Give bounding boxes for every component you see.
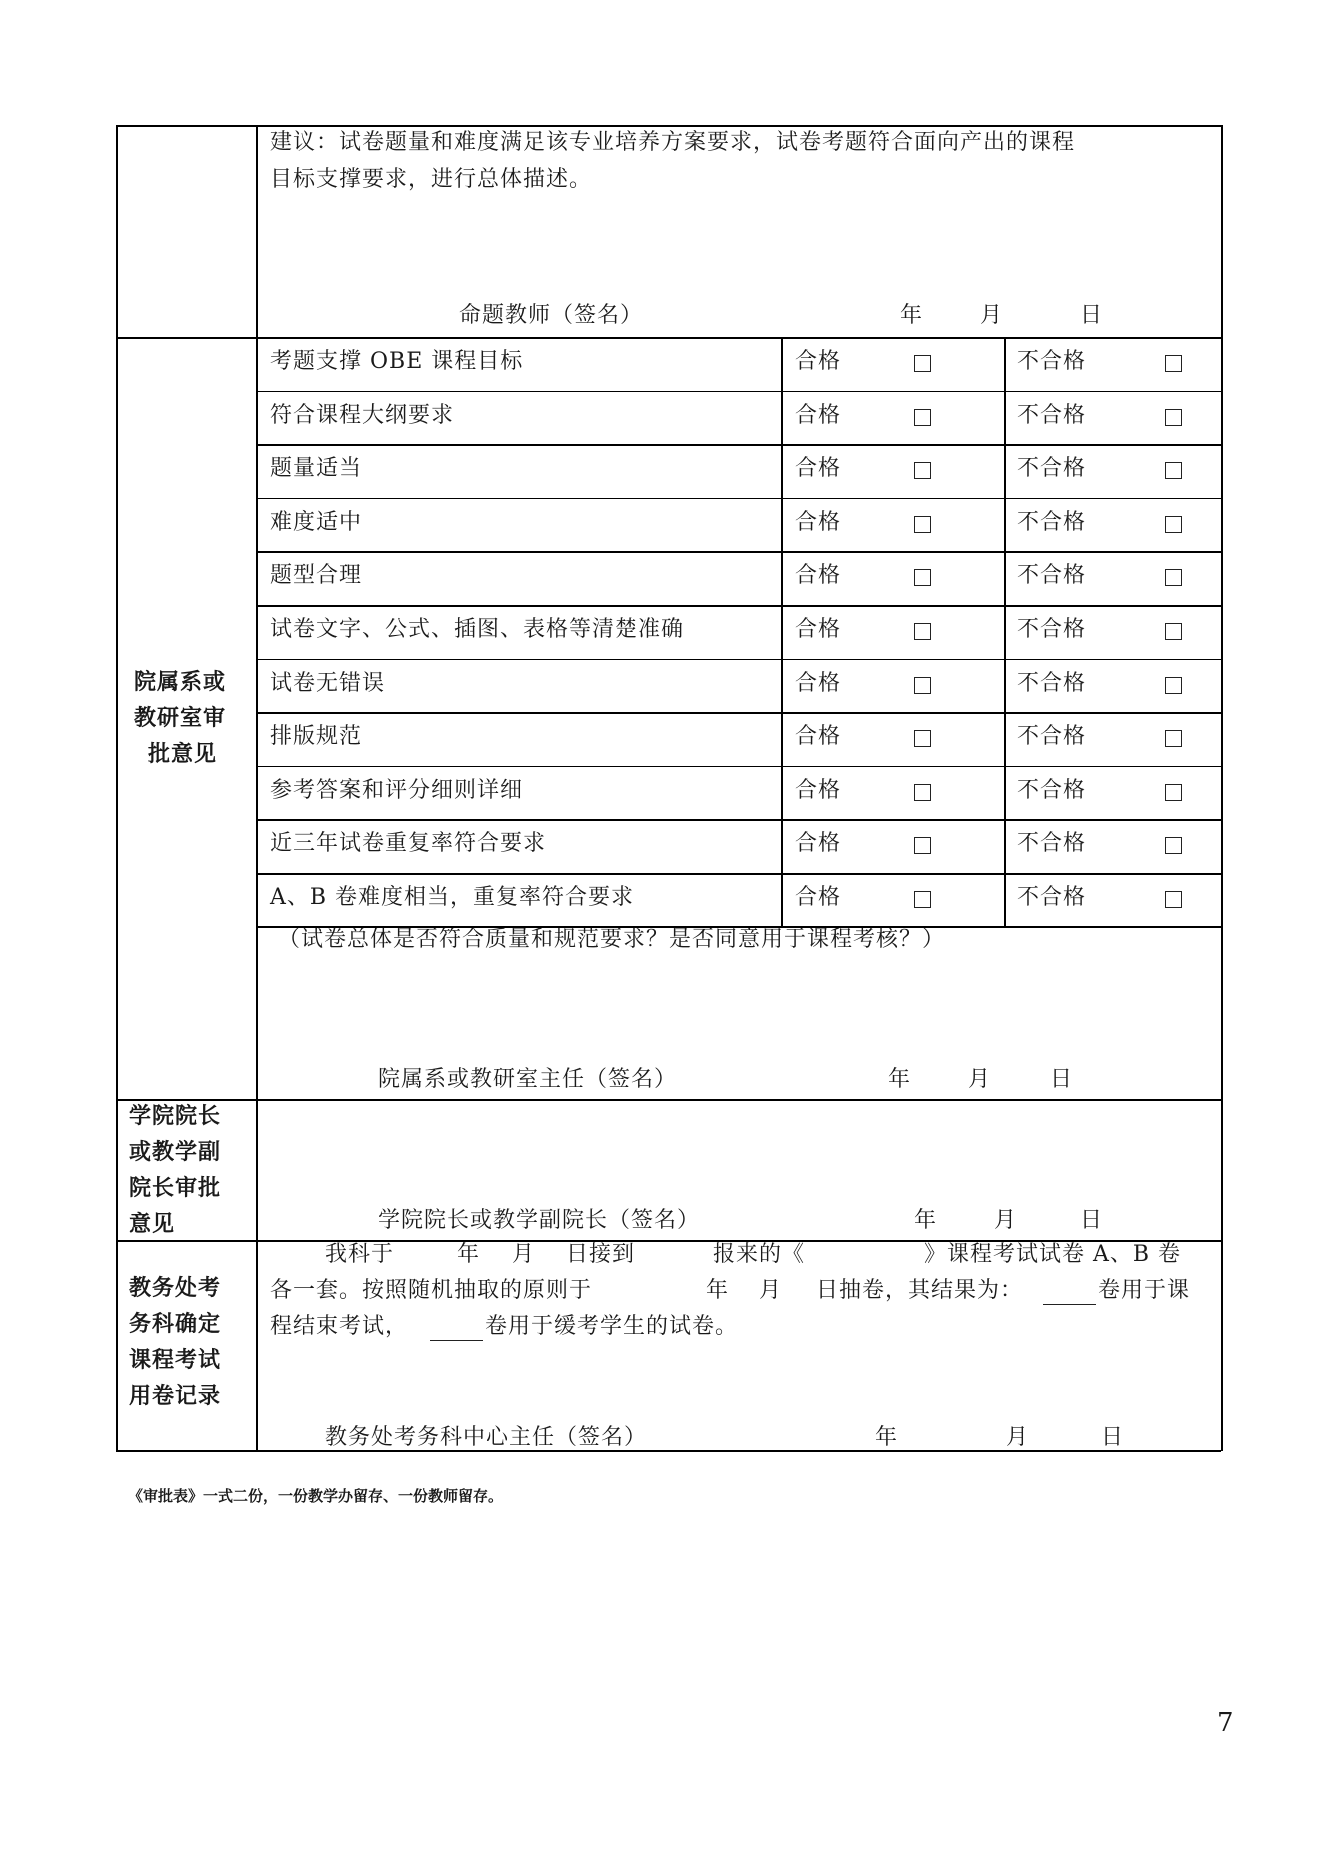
row-divider [256, 819, 1221, 821]
dean-date-month: 月 [994, 1208, 1018, 1233]
record-line3-p1: 程结束考试， [270, 1314, 409, 1339]
criterion-label: 题量适当 [270, 456, 363, 482]
pass-label: 合格 [795, 777, 842, 803]
pass-label: 合格 [795, 402, 842, 428]
fail-label: 不合格 [1017, 670, 1087, 696]
affairs-date-month: 月 [1006, 1425, 1030, 1450]
row-divider [256, 498, 1221, 500]
criterion-label: 难度适中 [270, 509, 363, 535]
dept-head-signature-label: 院属系或教研室主任（签名） [378, 1067, 678, 1092]
record-line1-month: 月 [512, 1242, 536, 1267]
fail-label: 不合格 [1017, 349, 1087, 374]
affairs-date-year: 年 [875, 1425, 899, 1450]
criterion-label: 题型合理 [270, 563, 363, 589]
record-line3-p2: 卷用于缓考学生的试卷。 [485, 1314, 739, 1339]
dept-date-month: 月 [968, 1067, 992, 1092]
pass-label: 合格 [795, 563, 842, 589]
proposer-date-day: 日 [1080, 303, 1104, 328]
column-divider [1004, 337, 1006, 926]
dean-date-day: 日 [1080, 1208, 1104, 1233]
suggestion-text-line1: 建议：试卷题量和难度满足该专业培养方案要求，试卷考题符合面向产出的课程 [270, 130, 1076, 155]
proposer-date-year: 年 [900, 303, 924, 328]
pass-checkbox[interactable] [914, 516, 931, 533]
page-number: 7 [1217, 1708, 1234, 1738]
pass-label: 合格 [795, 724, 842, 750]
record-line1-received: 日接到 [566, 1242, 636, 1267]
pass-label: 合格 [795, 349, 842, 374]
table-border-bottom [116, 1450, 1221, 1452]
affairs-signature-label: 教务处考务科中心主任（签名） [325, 1425, 648, 1450]
fail-checkbox[interactable] [1165, 409, 1182, 426]
criterion-label: 符合课程大纲要求 [270, 402, 455, 428]
record-line2-p1: 各一套。按照随机抽取的原则于 [270, 1278, 593, 1303]
fail-checkbox[interactable] [1165, 677, 1182, 694]
exam-paper-blank[interactable] [1043, 1304, 1096, 1305]
dean-signature-label: 学院院长或教学副院长（签名） [378, 1208, 701, 1233]
row-divider [256, 873, 1221, 875]
pass-checkbox[interactable] [914, 677, 931, 694]
row-divider [256, 551, 1221, 553]
dept-review-label-line3: 批意见 [148, 741, 218, 767]
fail-checkbox[interactable] [1165, 623, 1182, 640]
affairs-label-line4: 用卷记录 [129, 1383, 222, 1409]
makeup-paper-blank[interactable] [430, 1340, 483, 1341]
dean-label-line1: 学院院长 [129, 1103, 222, 1129]
criterion-label: 参考答案和评分细则详细 [270, 777, 524, 803]
record-line1-course: 》课程考试试卷 A、B 卷 [924, 1242, 1182, 1267]
dept-review-label-line1: 院属系或 [134, 669, 227, 695]
criterion-label: A、B 卷难度相当，重复率符合要求 [270, 885, 635, 910]
pass-checkbox[interactable] [914, 784, 931, 801]
table-border-top [116, 125, 1221, 127]
record-line1-p1: 我科于 [325, 1242, 395, 1267]
pass-checkbox[interactable] [914, 355, 931, 372]
fail-checkbox[interactable] [1165, 784, 1182, 801]
criterion-label: 试卷无错误 [270, 670, 386, 696]
pass-checkbox[interactable] [914, 837, 931, 854]
dept-date-year: 年 [888, 1067, 912, 1092]
pass-checkbox[interactable] [914, 891, 931, 908]
record-line2-draw: 日抽卷，其结果为： [816, 1278, 1024, 1303]
fail-checkbox[interactable] [1165, 569, 1182, 586]
row-divider [256, 659, 1221, 661]
table-border-left [116, 125, 118, 1450]
column-divider [781, 337, 783, 926]
fail-label: 不合格 [1017, 777, 1087, 803]
fail-checkbox[interactable] [1165, 730, 1182, 747]
suggestion-text-line2: 目标支撑要求，进行总体描述。 [270, 167, 593, 192]
fail-checkbox[interactable] [1165, 891, 1182, 908]
criterion-label: 近三年试卷重复率符合要求 [270, 831, 547, 857]
record-line2-month: 月 [759, 1278, 783, 1303]
row-divider [256, 766, 1221, 768]
dean-date-year: 年 [914, 1208, 938, 1233]
section-divider [116, 1099, 1221, 1101]
row-divider [256, 391, 1221, 393]
fail-label: 不合格 [1017, 831, 1087, 857]
row-divider [256, 444, 1221, 446]
fail-checkbox[interactable] [1165, 516, 1182, 533]
record-line2-end: 卷用于课 [1098, 1278, 1191, 1303]
record-line1-from: 报来的《 [713, 1242, 806, 1267]
row-divider [256, 926, 1221, 928]
table-border-right [1221, 125, 1223, 1451]
fail-label: 不合格 [1017, 456, 1087, 482]
fail-checkbox[interactable] [1165, 462, 1182, 479]
fail-label: 不合格 [1017, 563, 1087, 589]
criterion-label: 考题支撑 OBE 课程目标 [270, 349, 524, 374]
proposer-date-month: 月 [980, 303, 1004, 328]
section-divider [116, 1240, 1221, 1242]
pass-checkbox[interactable] [914, 730, 931, 747]
row-divider [256, 712, 1221, 714]
dept-date-day: 日 [1050, 1067, 1074, 1092]
criterion-label: 试卷文字、公式、插图、表格等清楚准确 [270, 617, 685, 642]
proposer-signature-label: 命题教师（签名） [459, 303, 644, 328]
affairs-date-day: 日 [1101, 1425, 1125, 1450]
record-line2-year: 年 [706, 1278, 730, 1303]
pass-label: 合格 [795, 509, 842, 535]
pass-label: 合格 [795, 456, 842, 482]
affairs-label-line3: 课程考试 [129, 1347, 222, 1373]
overall-question: （试卷总体是否符合质量和规范要求？是否同意用于课程考核？） [278, 927, 946, 952]
pass-label: 合格 [795, 885, 842, 910]
pass-label: 合格 [795, 670, 842, 696]
pass-checkbox[interactable] [914, 462, 931, 479]
fail-label: 不合格 [1017, 724, 1087, 750]
dept-review-label-line2: 教研室审 [134, 705, 227, 731]
pass-label: 合格 [795, 617, 842, 642]
fail-label: 不合格 [1017, 885, 1087, 910]
pass-label: 合格 [795, 831, 842, 857]
pass-checkbox[interactable] [914, 409, 931, 426]
fail-checkbox[interactable] [1165, 837, 1182, 854]
dean-label-line4: 意见 [129, 1211, 176, 1237]
affairs-label-line2: 务科确定 [129, 1311, 222, 1337]
section-divider [116, 337, 1221, 339]
fail-label: 不合格 [1017, 617, 1087, 642]
row-divider [256, 605, 1221, 607]
pass-checkbox[interactable] [914, 623, 931, 640]
fail-label: 不合格 [1017, 402, 1087, 428]
record-line1-year: 年 [457, 1242, 481, 1267]
pass-checkbox[interactable] [914, 569, 931, 586]
column-divider [256, 125, 258, 1450]
affairs-label-line1: 教务处考 [129, 1275, 222, 1301]
dean-label-line2: 或教学副 [129, 1139, 222, 1165]
footnote: 《审批表》一式二份，一份教学办留存、一份教师留存。 [128, 1487, 504, 1505]
dean-label-line3: 院长审批 [129, 1175, 222, 1201]
criterion-label: 排版规范 [270, 724, 363, 750]
fail-checkbox[interactable] [1165, 355, 1182, 372]
fail-label: 不合格 [1017, 509, 1087, 535]
